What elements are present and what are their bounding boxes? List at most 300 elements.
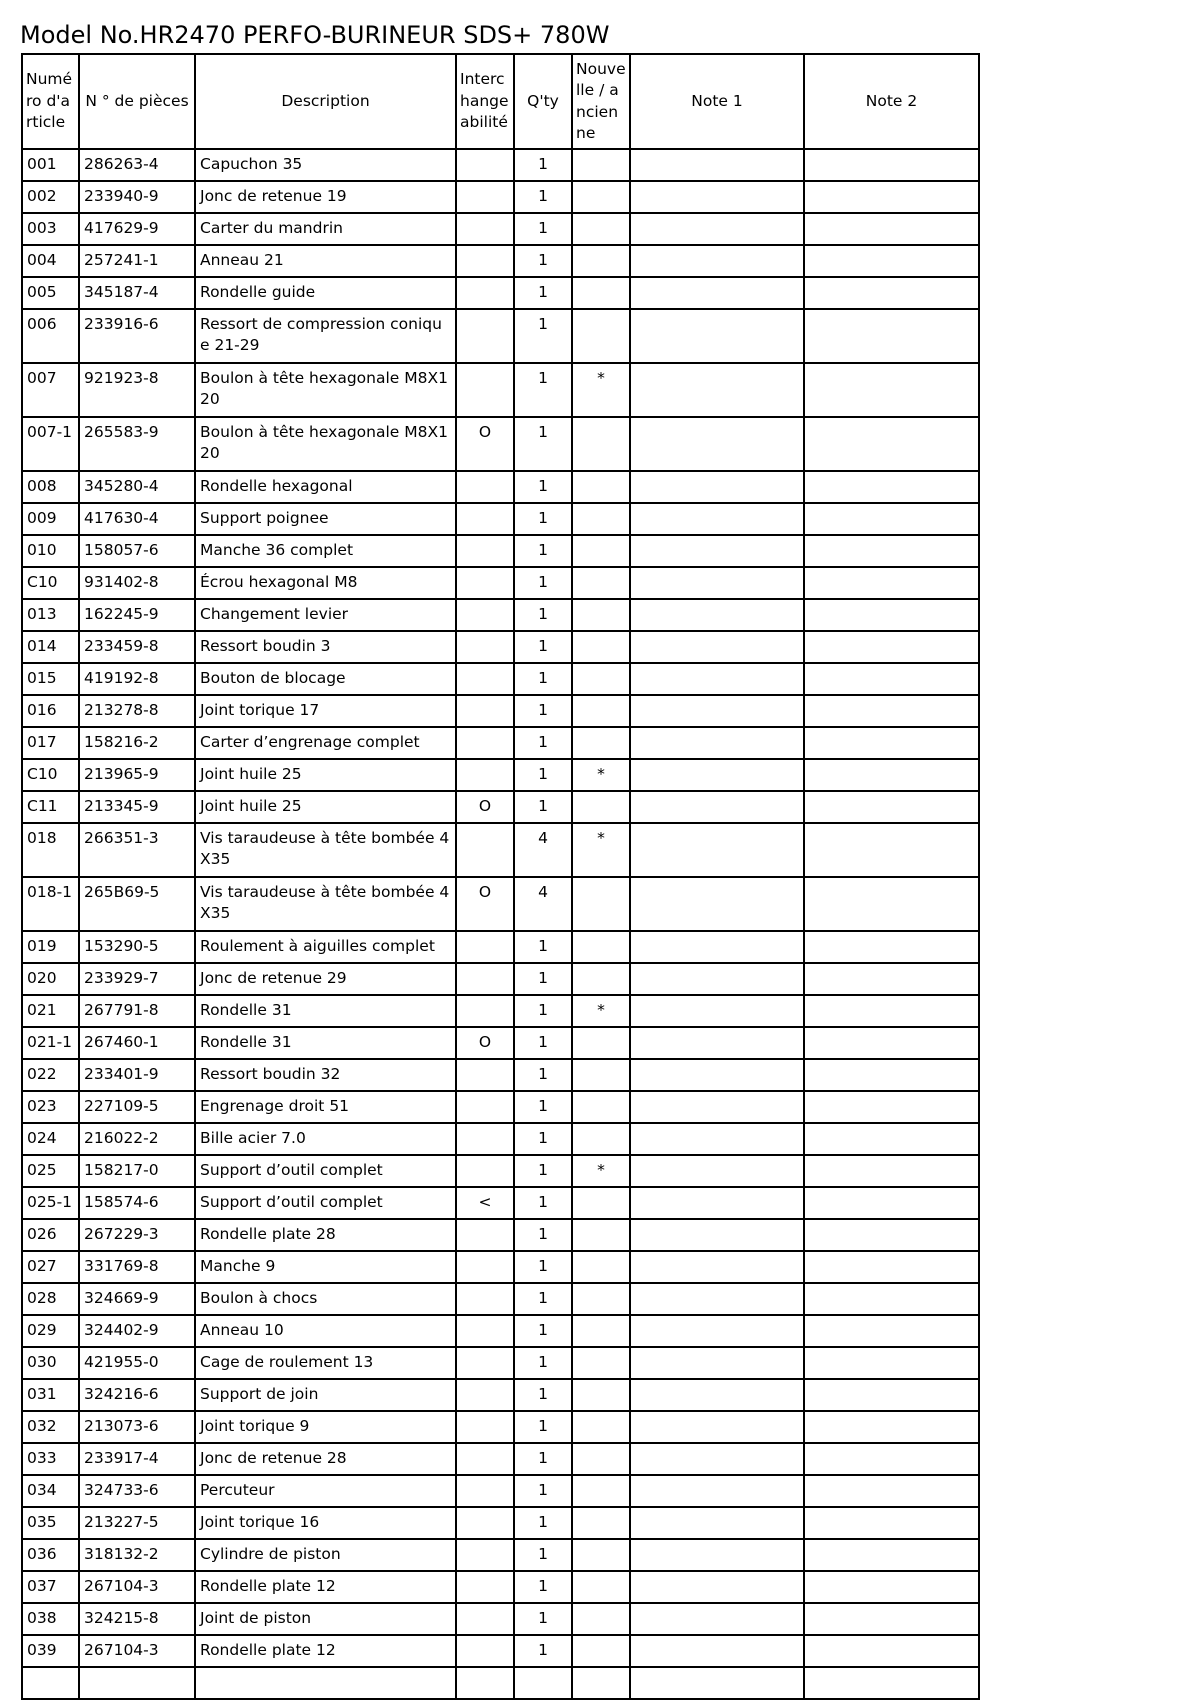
note-2-cell — [804, 823, 979, 877]
new-old-cell — [572, 567, 630, 599]
item-number-cell: 030 — [22, 1347, 79, 1379]
item-number-cell: 034 — [22, 1475, 79, 1507]
description-cell: Jonc de retenue 19 — [195, 181, 456, 213]
new-old-cell — [572, 1283, 630, 1315]
quantity-cell: 1 — [514, 535, 572, 567]
table-row — [22, 1635, 979, 1667]
quantity-cell: 1 — [514, 471, 572, 503]
part-number-cell: 931402-8 — [79, 567, 195, 599]
description-cell: Bille acier 7.0 — [195, 1123, 456, 1155]
part-number-cell: 233459-8 — [79, 631, 195, 663]
note-2-cell — [804, 1667, 979, 1699]
note-2-cell — [804, 1187, 979, 1219]
interchangeability-cell — [456, 663, 514, 695]
new-old-cell — [572, 1507, 630, 1539]
interchangeability-cell — [456, 695, 514, 727]
part-number-cell: 921923-8 — [79, 363, 195, 417]
note-2-cell — [804, 995, 979, 1027]
note-2-cell — [804, 663, 979, 695]
note-1-cell — [630, 931, 804, 963]
note-1-cell — [630, 1571, 804, 1603]
description-cell: Roulement à aiguilles complet — [195, 931, 456, 963]
interchangeability-cell — [456, 1091, 514, 1123]
note-1-cell — [630, 963, 804, 995]
quantity-cell: 4 — [514, 823, 572, 877]
table-row — [22, 1667, 979, 1699]
description-cell: Joint torique 16 — [195, 1507, 456, 1539]
description-cell: Support d’outil complet — [195, 1155, 456, 1187]
description-cell: Carter du mandrin — [195, 213, 456, 245]
new-old-cell — [572, 1123, 630, 1155]
part-number-cell: 158216-2 — [79, 727, 195, 759]
item-number-cell: C10 — [22, 759, 79, 791]
item-number-cell: 003 — [22, 213, 79, 245]
note-2-cell — [804, 1251, 979, 1283]
note-2-cell — [804, 1379, 979, 1411]
new-old-cell: * — [572, 363, 630, 417]
part-number-cell: 216022-2 — [79, 1123, 195, 1155]
part-number-cell: 419192-8 — [79, 663, 195, 695]
part-number-cell: 233401-9 — [79, 1059, 195, 1091]
interchangeability-cell — [456, 631, 514, 663]
description-cell: Jonc de retenue 29 — [195, 963, 456, 995]
item-number-cell: 016 — [22, 695, 79, 727]
description-cell: Vis taraudeuse à tête bombée 4X35 — [195, 877, 456, 931]
quantity-cell: 1 — [514, 963, 572, 995]
quantity-cell: 1 — [514, 503, 572, 535]
note-1-cell — [630, 503, 804, 535]
note-2-cell — [804, 363, 979, 417]
quantity-cell: 1 — [514, 363, 572, 417]
note-2-cell — [804, 1571, 979, 1603]
interchangeability-cell — [456, 727, 514, 759]
interchangeability-cell — [456, 931, 514, 963]
note-2-cell — [804, 695, 979, 727]
table-row — [22, 663, 979, 695]
note-1-cell — [630, 791, 804, 823]
quantity-cell: 1 — [514, 1443, 572, 1475]
item-number-cell: 029 — [22, 1315, 79, 1347]
interchangeability-cell — [456, 1411, 514, 1443]
table-row — [22, 149, 979, 181]
item-number-cell: 001 — [22, 149, 79, 181]
item-number-cell: 006 — [22, 309, 79, 363]
part-number-cell: 324733-6 — [79, 1475, 195, 1507]
part-number-cell: 233940-9 — [79, 181, 195, 213]
part-number-cell — [79, 1667, 195, 1699]
note-2-cell — [804, 535, 979, 567]
description-cell: Boulon à tête hexagonale M8X120 — [195, 363, 456, 417]
quantity-cell: 1 — [514, 1059, 572, 1091]
new-old-cell — [572, 1187, 630, 1219]
item-number-cell: 009 — [22, 503, 79, 535]
note-2-cell — [804, 1315, 979, 1347]
quantity-cell: 1 — [514, 245, 572, 277]
interchangeability-cell — [456, 181, 514, 213]
new-old-cell — [572, 1667, 630, 1699]
note-1-cell — [630, 245, 804, 277]
interchangeability-cell — [456, 1379, 514, 1411]
quantity-cell: 1 — [514, 309, 572, 363]
interchangeability-cell — [456, 1539, 514, 1571]
interchangeability-cell — [456, 1219, 514, 1251]
table-row — [22, 277, 979, 309]
part-number-cell: 324216-6 — [79, 1379, 195, 1411]
table-row — [22, 1571, 979, 1603]
part-number-cell: 324669-9 — [79, 1283, 195, 1315]
note-1-cell — [630, 1411, 804, 1443]
table-row — [22, 535, 979, 567]
new-old-cell: * — [572, 1155, 630, 1187]
table-row — [22, 503, 979, 535]
new-old-cell — [572, 695, 630, 727]
quantity-cell: 1 — [514, 1507, 572, 1539]
item-number-cell: 022 — [22, 1059, 79, 1091]
item-number-cell: 010 — [22, 535, 79, 567]
part-number-cell: 162245-9 — [79, 599, 195, 631]
part-number-cell: 265B69-5 — [79, 877, 195, 931]
table-row — [22, 213, 979, 245]
quantity-cell: 1 — [514, 213, 572, 245]
description-cell: Rondelle plate 12 — [195, 1571, 456, 1603]
new-old-cell — [572, 277, 630, 309]
note-1-cell — [630, 877, 804, 931]
interchangeability-cell — [456, 535, 514, 567]
new-old-cell — [572, 1635, 630, 1667]
table-row — [22, 931, 979, 963]
quantity-cell: 1 — [514, 663, 572, 695]
note-1-cell — [630, 1475, 804, 1507]
note-2-cell — [804, 1219, 979, 1251]
note-1-cell — [630, 1123, 804, 1155]
note-1-cell — [630, 695, 804, 727]
note-2-cell — [804, 417, 979, 471]
note-1-cell — [630, 1379, 804, 1411]
interchangeability-cell — [456, 1507, 514, 1539]
description-cell: Rondelle guide — [195, 277, 456, 309]
note-2-cell — [804, 471, 979, 503]
new-old-cell — [572, 1027, 630, 1059]
item-number-cell: 017 — [22, 727, 79, 759]
description-cell: Support de join — [195, 1379, 456, 1411]
description-cell: Ressort boudin 32 — [195, 1059, 456, 1091]
note-1-cell — [630, 535, 804, 567]
note-2-cell — [804, 277, 979, 309]
column-header-part-number: N ° de pièces — [79, 54, 195, 149]
description-cell: Changement levier — [195, 599, 456, 631]
table-row — [22, 1059, 979, 1091]
description-cell: Percuteur — [195, 1475, 456, 1507]
item-number-cell: 021 — [22, 995, 79, 1027]
new-old-cell: * — [572, 995, 630, 1027]
interchangeability-cell — [456, 1155, 514, 1187]
table-row — [22, 471, 979, 503]
note-1-cell — [630, 1347, 804, 1379]
quantity-cell: 1 — [514, 1347, 572, 1379]
note-2-cell — [804, 631, 979, 663]
quantity-cell: 1 — [514, 1123, 572, 1155]
description-cell: Écrou hexagonal M8 — [195, 567, 456, 599]
description-cell: Joint huile 25 — [195, 791, 456, 823]
item-number-cell: 019 — [22, 931, 79, 963]
new-old-cell — [572, 213, 630, 245]
item-number-cell: 036 — [22, 1539, 79, 1571]
item-number-cell: 031 — [22, 1379, 79, 1411]
interchangeability-cell — [456, 1635, 514, 1667]
quantity-cell: 1 — [514, 931, 572, 963]
part-number-cell: 345280-4 — [79, 471, 195, 503]
note-2-cell — [804, 599, 979, 631]
table-row — [22, 963, 979, 995]
item-number-cell: 015 — [22, 663, 79, 695]
part-number-cell: 345187-4 — [79, 277, 195, 309]
interchangeability-cell — [456, 1059, 514, 1091]
part-number-cell: 267460-1 — [79, 1027, 195, 1059]
new-old-cell — [572, 791, 630, 823]
part-number-cell: 417630-4 — [79, 503, 195, 535]
item-number-cell: C10 — [22, 567, 79, 599]
description-cell: Capuchon 35 — [195, 149, 456, 181]
table-row — [22, 1027, 979, 1059]
interchangeability-cell — [456, 599, 514, 631]
note-1-cell — [630, 1251, 804, 1283]
description-cell: Rondelle plate 12 — [195, 1635, 456, 1667]
new-old-cell — [572, 599, 630, 631]
quantity-cell: 1 — [514, 567, 572, 599]
interchangeability-cell: O — [456, 417, 514, 471]
quantity-cell: 1 — [514, 1091, 572, 1123]
note-2-cell — [804, 1635, 979, 1667]
part-number-cell: 324402-9 — [79, 1315, 195, 1347]
description-cell: Joint huile 25 — [195, 759, 456, 791]
interchangeability-cell — [456, 213, 514, 245]
note-2-cell — [804, 1027, 979, 1059]
table-row — [22, 181, 979, 213]
interchangeability-cell: O — [456, 1027, 514, 1059]
table-row — [22, 727, 979, 759]
item-number-cell — [22, 1667, 79, 1699]
part-number-cell: 266351-3 — [79, 823, 195, 877]
interchangeability-cell — [456, 277, 514, 309]
part-number-cell: 233929-7 — [79, 963, 195, 995]
note-1-cell — [630, 471, 804, 503]
interchangeability-cell: O — [456, 791, 514, 823]
note-1-cell — [630, 277, 804, 309]
note-1-cell — [630, 1027, 804, 1059]
table-row — [22, 631, 979, 663]
table-header-row — [22, 54, 979, 149]
table-row — [22, 1507, 979, 1539]
new-old-cell — [572, 1379, 630, 1411]
new-old-cell — [572, 631, 630, 663]
item-number-cell: 025-1 — [22, 1187, 79, 1219]
table-row — [22, 363, 979, 417]
interchangeability-cell: O — [456, 877, 514, 931]
note-2-cell — [804, 309, 979, 363]
note-2-cell — [804, 1411, 979, 1443]
part-number-cell: 233916-6 — [79, 309, 195, 363]
table-row — [22, 1219, 979, 1251]
description-cell: Carter d’engrenage complet — [195, 727, 456, 759]
note-2-cell — [804, 1347, 979, 1379]
quantity-cell: 1 — [514, 1155, 572, 1187]
part-number-cell: 421955-0 — [79, 1347, 195, 1379]
quantity-cell: 1 — [514, 599, 572, 631]
quantity-cell: 4 — [514, 877, 572, 931]
part-number-cell: 286263-4 — [79, 149, 195, 181]
part-number-cell: 267104-3 — [79, 1635, 195, 1667]
table-row — [22, 695, 979, 727]
table-row — [22, 1443, 979, 1475]
note-1-cell — [630, 663, 804, 695]
quantity-cell: 1 — [514, 1603, 572, 1635]
note-1-cell — [630, 727, 804, 759]
description-cell: Cylindre de piston — [195, 1539, 456, 1571]
new-old-cell — [572, 663, 630, 695]
table-row — [22, 1315, 979, 1347]
part-number-cell: 331769-8 — [79, 1251, 195, 1283]
item-number-cell: 025 — [22, 1155, 79, 1187]
new-old-cell — [572, 1251, 630, 1283]
item-number-cell: 027 — [22, 1251, 79, 1283]
new-old-cell — [572, 245, 630, 277]
new-old-cell — [572, 535, 630, 567]
interchangeability-cell — [456, 1443, 514, 1475]
note-2-cell — [804, 1475, 979, 1507]
interchangeability-cell — [456, 1347, 514, 1379]
interchangeability-cell — [456, 1667, 514, 1699]
table-row — [22, 759, 979, 791]
item-number-cell: 035 — [22, 1507, 79, 1539]
note-1-cell — [630, 1667, 804, 1699]
item-number-cell: 018 — [22, 823, 79, 877]
table-row — [22, 1347, 979, 1379]
note-1-cell — [630, 1283, 804, 1315]
note-1-cell — [630, 309, 804, 363]
part-number-cell: 265583-9 — [79, 417, 195, 471]
note-1-cell — [630, 417, 804, 471]
quantity-cell: 1 — [514, 791, 572, 823]
item-number-cell: 002 — [22, 181, 79, 213]
table-row — [22, 995, 979, 1027]
interchangeability-cell — [456, 963, 514, 995]
item-number-cell: 038 — [22, 1603, 79, 1635]
description-cell: Engrenage droit 51 — [195, 1091, 456, 1123]
description-cell: Rondelle 31 — [195, 995, 456, 1027]
item-number-cell: 026 — [22, 1219, 79, 1251]
item-number-cell: 018-1 — [22, 877, 79, 931]
part-number-cell: 213965-9 — [79, 759, 195, 791]
parts-table-body — [22, 149, 979, 1699]
quantity-cell: 1 — [514, 417, 572, 471]
note-2-cell — [804, 567, 979, 599]
part-number-cell: 158217-0 — [79, 1155, 195, 1187]
new-old-cell — [572, 963, 630, 995]
table-row — [22, 1475, 979, 1507]
quantity-cell: 1 — [514, 1635, 572, 1667]
quantity-cell: 1 — [514, 727, 572, 759]
interchangeability-cell — [456, 1475, 514, 1507]
interchangeability-cell — [456, 1123, 514, 1155]
quantity-cell: 1 — [514, 1187, 572, 1219]
table-row — [22, 1091, 979, 1123]
interchangeability-cell — [456, 995, 514, 1027]
quantity-cell: 1 — [514, 695, 572, 727]
note-2-cell — [804, 877, 979, 931]
table-row — [22, 245, 979, 277]
table-row — [22, 1411, 979, 1443]
table-row — [22, 309, 979, 363]
interchangeability-cell — [456, 363, 514, 417]
note-2-cell — [804, 245, 979, 277]
note-2-cell — [804, 1059, 979, 1091]
item-number-cell: 032 — [22, 1411, 79, 1443]
part-number-cell: 158574-6 — [79, 1187, 195, 1219]
new-old-cell: * — [572, 823, 630, 877]
column-header-item-number: Numéro d'article — [22, 54, 79, 149]
new-old-cell — [572, 149, 630, 181]
new-old-cell — [572, 1603, 630, 1635]
quantity-cell — [514, 1667, 572, 1699]
new-old-cell — [572, 1219, 630, 1251]
part-number-cell: 267229-3 — [79, 1219, 195, 1251]
note-1-cell — [630, 1059, 804, 1091]
note-2-cell — [804, 791, 979, 823]
item-number-cell: 014 — [22, 631, 79, 663]
item-number-cell: 020 — [22, 963, 79, 995]
part-number-cell: 213278-8 — [79, 695, 195, 727]
note-2-cell — [804, 181, 979, 213]
description-cell: Rondelle plate 28 — [195, 1219, 456, 1251]
column-header-description: Description — [195, 54, 456, 149]
quantity-cell: 1 — [514, 277, 572, 309]
table-row — [22, 791, 979, 823]
interchangeability-cell — [456, 309, 514, 363]
item-number-cell: 033 — [22, 1443, 79, 1475]
table-row — [22, 567, 979, 599]
item-number-cell: 005 — [22, 277, 79, 309]
interchangeability-cell — [456, 245, 514, 277]
quantity-cell: 1 — [514, 1251, 572, 1283]
item-number-cell: 039 — [22, 1635, 79, 1667]
table-row — [22, 1283, 979, 1315]
table-row — [22, 417, 979, 471]
item-number-cell: 004 — [22, 245, 79, 277]
description-cell — [195, 1667, 456, 1699]
note-2-cell — [804, 503, 979, 535]
new-old-cell — [572, 1411, 630, 1443]
note-2-cell — [804, 759, 979, 791]
description-cell: Anneau 21 — [195, 245, 456, 277]
table-row — [22, 1155, 979, 1187]
description-cell: Ressort boudin 3 — [195, 631, 456, 663]
description-cell: Joint torique 9 — [195, 1411, 456, 1443]
description-cell: Support poignee — [195, 503, 456, 535]
part-number-cell: 213073-6 — [79, 1411, 195, 1443]
part-number-cell: 213345-9 — [79, 791, 195, 823]
note-1-cell — [630, 759, 804, 791]
note-1-cell — [630, 1315, 804, 1347]
new-old-cell — [572, 1059, 630, 1091]
note-1-cell — [630, 599, 804, 631]
quantity-cell: 1 — [514, 1027, 572, 1059]
part-number-cell: 233917-4 — [79, 1443, 195, 1475]
description-cell: Bouton de blocage — [195, 663, 456, 695]
interchangeability-cell — [456, 1571, 514, 1603]
table-row — [22, 1379, 979, 1411]
quantity-cell: 1 — [514, 1315, 572, 1347]
note-1-cell — [630, 363, 804, 417]
